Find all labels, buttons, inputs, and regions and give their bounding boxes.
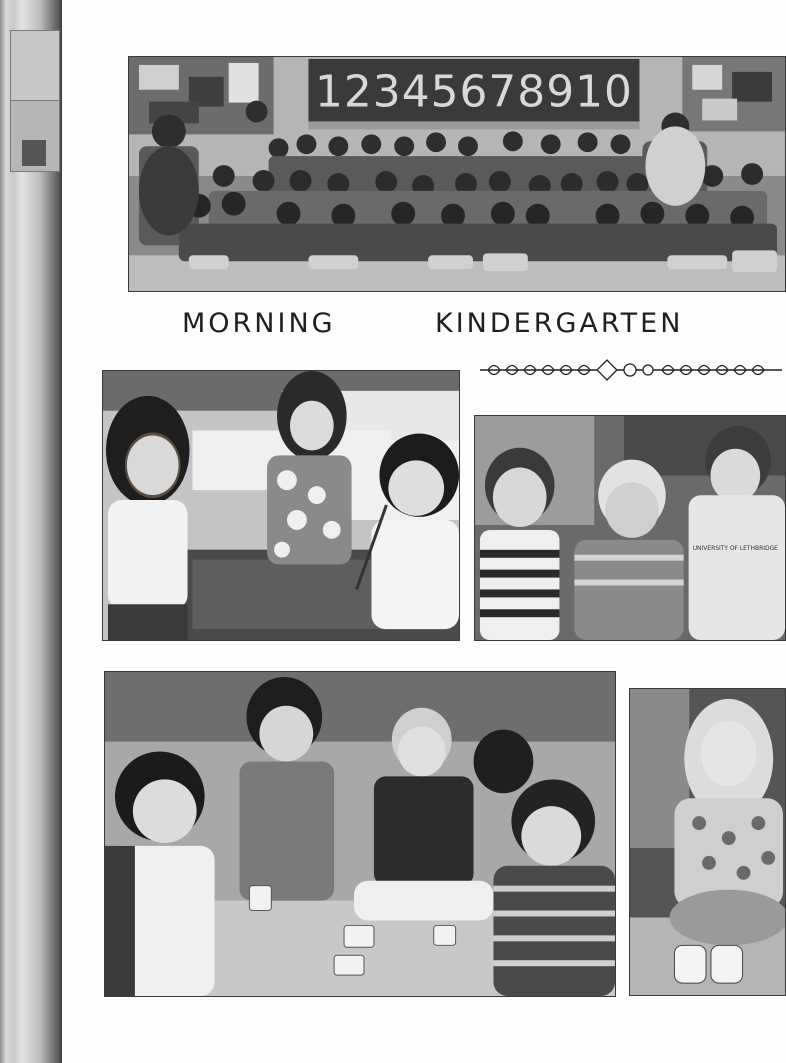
ice-cream-photo xyxy=(104,671,616,997)
toy-phones-photo xyxy=(474,415,786,641)
ice-cream-photo-image xyxy=(105,672,615,996)
class-group-photo xyxy=(128,56,786,292)
sitting-girl-photo xyxy=(629,688,786,996)
water-table-photo xyxy=(102,370,460,641)
scanner-edge xyxy=(0,0,62,1063)
toy-phones-photo-image xyxy=(475,416,785,640)
yearbook-page xyxy=(62,0,786,1063)
water-table-photo-image xyxy=(103,371,459,640)
page-heading xyxy=(62,308,786,348)
binder-notch xyxy=(22,140,46,166)
vine-ornament-graphic xyxy=(476,355,786,385)
binder-clip-top xyxy=(10,30,60,102)
sitting-girl-photo-image xyxy=(630,689,785,995)
vine-ornament xyxy=(476,355,786,385)
heading-kindergarten: KINDERGARTEN xyxy=(435,308,684,339)
shirt-print: UNIVERSITY OF LETHBRIDGE xyxy=(692,544,778,552)
heading-morning: MORNING xyxy=(182,308,336,339)
class-group-photo-image xyxy=(129,57,785,291)
chalkboard-numbers: 12345678910 xyxy=(315,66,633,118)
